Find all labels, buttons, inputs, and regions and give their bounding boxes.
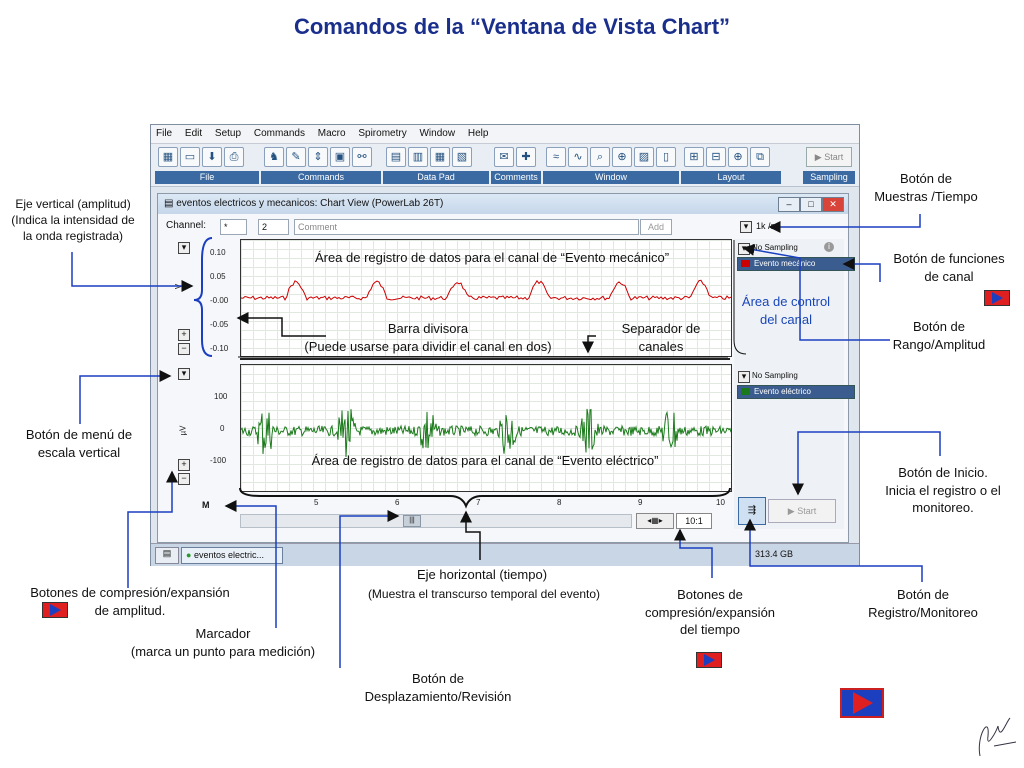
- channel-function-label-ch1: Evento mecánico: [754, 259, 816, 268]
- xtick: 5: [314, 498, 319, 507]
- wave-icon[interactable]: ∿: [568, 147, 588, 167]
- ytick-ch2: -100: [210, 456, 227, 465]
- taskbar-window-label: eventos electric...: [193, 550, 264, 560]
- annotation-amplitude-compress: Botones de compresión/expansión de amplitud.: [30, 585, 230, 618]
- binoculars-icon[interactable]: ♞: [264, 147, 284, 167]
- annotation-horizontal-axis: Eje horizontal (tiempo): [416, 567, 548, 582]
- toolbar-label-datapad: Data Pad: [383, 171, 489, 184]
- toolbar-start-button[interactable]: ▶ Start: [806, 147, 852, 167]
- toolbar-label-layout: Layout: [681, 171, 781, 184]
- ytick-ch2: 0: [220, 424, 225, 433]
- save-icon[interactable]: ⬇: [202, 147, 222, 167]
- annotation-record-monitor: Botón de Registro/Monitoreo: [868, 587, 978, 620]
- play-arrow-icon: [50, 604, 61, 616]
- datapad-multi-icon[interactable]: ▦: [430, 147, 450, 167]
- xtick: 9: [638, 498, 643, 507]
- annotation-time-compress: Botones de compresión/expansión del tiempo: [644, 587, 776, 638]
- nav-arrow-button[interactable]: [42, 602, 68, 618]
- scale-menu-button-ch2[interactable]: ▾: [178, 368, 190, 380]
- layout-split-icon[interactable]: ⊟: [706, 147, 726, 167]
- zoom-icon[interactable]: ✎: [286, 147, 306, 167]
- next-slide-button[interactable]: [840, 688, 884, 718]
- range-button-ch1[interactable]: No Sampling: [752, 243, 798, 252]
- ytick-ch2: 100: [214, 392, 228, 401]
- doc-icon: ▤: [164, 198, 174, 209]
- disk-space: 313.4 GB: [755, 549, 794, 559]
- add-comment-button[interactable]: Add: [640, 219, 672, 235]
- open-folder-icon[interactable]: ▭: [180, 147, 200, 167]
- menu-edit[interactable]: Edit: [184, 128, 203, 139]
- xtick: 7: [476, 498, 481, 507]
- sampling-rate-menu-icon[interactable]: ▾: [740, 221, 752, 233]
- nav-arrow-button[interactable]: [696, 652, 722, 668]
- toolbar-label-commands: Commands: [261, 171, 381, 184]
- ytick-ch1: -0.10: [210, 344, 229, 353]
- channel-number-field[interactable]: 2: [258, 219, 289, 235]
- amplitude-expand-button-ch1[interactable]: +: [178, 329, 190, 341]
- annotation-control-area: Área de control del canal: [741, 294, 831, 327]
- range-menu-ch1[interactable]: ▾: [738, 243, 750, 255]
- range-button-ch2[interactable]: No Sampling: [752, 371, 798, 380]
- sampling-rate-button[interactable]: 1k /s: [756, 221, 776, 231]
- xy-icon[interactable]: ⊕: [612, 147, 632, 167]
- add-comment-icon[interactable]: ✚: [516, 147, 536, 167]
- datapad-menu-icon[interactable]: ▧: [452, 147, 472, 167]
- menu-commands[interactable]: Commands: [253, 128, 305, 139]
- chart-icon[interactable]: ≈: [546, 147, 566, 167]
- toolbar-start-label: Start: [824, 152, 844, 162]
- annotation-range-amplitude: Botón de Rango/Amplitud: [892, 319, 986, 352]
- layout-add-icon[interactable]: ⊕: [728, 147, 748, 167]
- notebook-icon[interactable]: ▯: [656, 147, 676, 167]
- amplitude-compress-button-ch2[interactable]: −: [178, 473, 190, 485]
- close-button[interactable]: ✕: [822, 197, 844, 212]
- comment-icon[interactable]: ✉: [494, 147, 514, 167]
- ytick-ch1: -0.00: [210, 296, 229, 305]
- toolbar-label-sampling: Sampling: [803, 171, 855, 184]
- slide-title: Comandos de la “Ventana de Vista Chart”: [293, 14, 731, 39]
- ytick-ch1: 0.10: [210, 248, 226, 257]
- menu-setup[interactable]: Setup: [214, 128, 242, 139]
- toolbar-label-comments: Comments: [491, 171, 541, 184]
- next-arrow-icon: [853, 692, 873, 714]
- ytick-ch1: -0.05: [210, 320, 229, 329]
- xtick: 10: [716, 498, 725, 507]
- annotation-horizontal-axis-sub: (Muestra el transcurso temporal del evento): [367, 587, 601, 601]
- ytick-ch1: 0.05: [210, 272, 226, 281]
- menu-help[interactable]: Help: [467, 128, 489, 139]
- marker-button[interactable]: M: [202, 500, 210, 510]
- start-button[interactable]: ▶ Start: [768, 499, 836, 523]
- channel-all-field[interactable]: *: [220, 219, 247, 235]
- chart-view-title: eventos electricos y mecanicos: Chart View (PowerLab 26T): [176, 198, 444, 209]
- annotation-mechanical-area: Área de registro de datos para el canal de “Evento mecánico”: [314, 250, 670, 265]
- annotation-divider-bar: Barra divisora (Puede usarse para dividir el canal en dos): [304, 321, 552, 354]
- layout-two-icon[interactable]: ⧉: [750, 147, 770, 167]
- annotation-channel-separator: Separador de canales: [621, 321, 701, 354]
- toolbar-label-file: File: [155, 171, 259, 184]
- menu-macro[interactable]: Macro: [317, 128, 346, 139]
- datapad-icon[interactable]: ▤: [386, 147, 406, 167]
- scale-menu-button-ch1[interactable]: ▾: [178, 242, 190, 254]
- datapad-add-icon[interactable]: ▥: [408, 147, 428, 167]
- zoom-window-icon[interactable]: ⌕: [590, 147, 610, 167]
- spectrum-icon[interactable]: ▨: [634, 147, 654, 167]
- time-scale-field[interactable]: 10:1: [676, 513, 712, 529]
- mark-icon[interactable]: ▣: [330, 147, 350, 167]
- scale-icon[interactable]: ⇕: [308, 147, 328, 167]
- record-monitor-button[interactable]: ⇶: [738, 497, 766, 525]
- annotation-vertical-axis: Eje vertical (amplitud) (Indica la intensidad de la onda registrada): [11, 197, 135, 244]
- start-label: Start: [797, 506, 817, 516]
- link-icon[interactable]: ⚯: [352, 147, 372, 167]
- range-menu-ch2[interactable]: ▾: [738, 371, 750, 383]
- amplitude-compress-button-ch1[interactable]: −: [178, 343, 190, 355]
- signature: [972, 706, 1020, 762]
- annotation-scroll-review: Botón de Desplazamiento/Revisión: [364, 671, 512, 704]
- annotation-scale-menu: Botón de menú de escala vertical: [25, 427, 133, 460]
- menu-file[interactable]: File: [156, 128, 173, 139]
- xtick: 8: [557, 498, 562, 507]
- xtick: 6: [395, 498, 400, 507]
- annotation-marker: Marcador (marca un punto para medición): [130, 626, 316, 659]
- layout-grid-icon[interactable]: ⊞: [684, 147, 704, 167]
- green-dot-icon: ●: [186, 550, 192, 560]
- toolbar-label-window: Window: [543, 171, 679, 184]
- print-icon[interactable]: ⎙: [224, 147, 244, 167]
- annotation-samples-time: Botón de Muestras /Tiempo: [874, 171, 978, 204]
- annotation-channel-functions: Botón de funciones de canal: [893, 251, 1005, 284]
- menu-spirometry[interactable]: Spirometry: [358, 128, 407, 139]
- menu-window[interactable]: Window: [419, 128, 456, 139]
- channel-function-label-ch2: Evento eléctrico: [754, 387, 811, 396]
- play-arrow-icon: [992, 292, 1003, 304]
- maximize-button[interactable]: □: [800, 197, 822, 212]
- play-arrow-icon: [704, 654, 715, 666]
- unit-label-ch1: V: [174, 283, 184, 290]
- unit-label-ch2: µV: [178, 425, 188, 436]
- nav-arrow-button[interactable]: [984, 290, 1010, 306]
- scroll-thumb[interactable]: |||: [403, 515, 421, 527]
- new-icon[interactable]: ▦: [158, 147, 178, 167]
- time-compress-expand-buttons[interactable]: ◂▦▸: [636, 513, 674, 529]
- minimize-button[interactable]: –: [778, 197, 800, 212]
- info-icon[interactable]: i: [824, 242, 834, 252]
- annotation-start-button: Botón de Inicio. Inicia el registro o el monitoreo.: [885, 465, 1001, 516]
- channel-label: Channel:: [166, 220, 207, 231]
- annotation-electrical-area: Área de registro de datos para el canal de “Evento eléctrico”: [311, 453, 659, 468]
- taskbar-menu-icon[interactable]: ▤: [155, 547, 179, 564]
- comment-input[interactable]: Comment: [294, 219, 639, 235]
- amplitude-expand-button-ch2[interactable]: +: [178, 459, 190, 471]
